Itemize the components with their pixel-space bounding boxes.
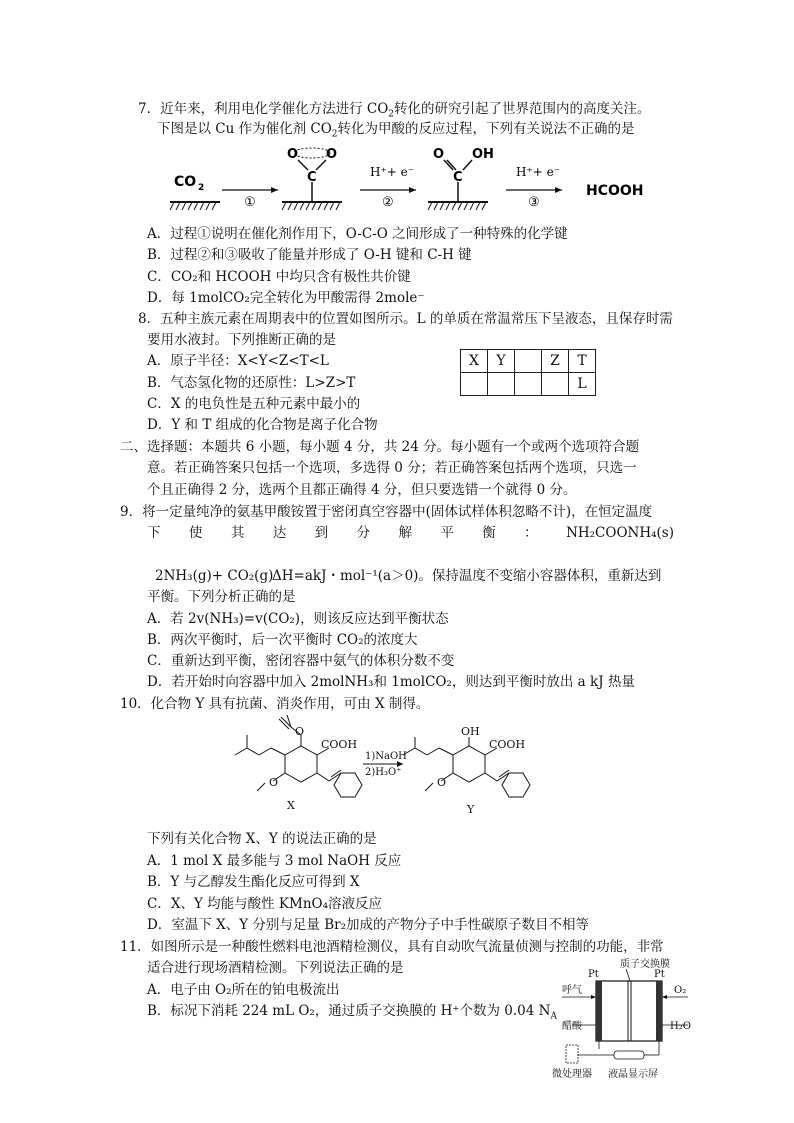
section2-heading-line2: 意。若正确答案只包括一个选项，多选得 0 分；若正确答案包括两个选项，只选一 [147,460,637,476]
step1-label: ① [244,195,256,210]
cell-z: Z [542,350,569,373]
q7-option-a: A．过程①说明在催化剂作用下，O-C-O 之间形成了一种特殊的化学键 [147,226,568,242]
fuel-cell-breathalyzer-diagram [548,955,708,1085]
processor-label: 微处理器 [552,1069,592,1080]
q10-option-b: B．Y 与乙醇发生酯化反应可得到 X [147,874,360,890]
q9-option-d: D．若开始时向容器中加入 2molNH₃和 1molCO₂，则达到平衡时放出 a kJ 热量 [147,674,635,690]
q7-option-b: B．过程②和③吸收了能量并形成了 O-H 键和 C-H 键 [147,247,472,263]
q8-option-b: B．气态氢化物的还原性：L>Z>T [147,375,356,391]
cell-housing [596,981,662,1041]
cell-empty [461,373,488,396]
q11-option-a: A．电子由 O₂所在的铂电极流出 [147,982,340,998]
svg-text:C: C [453,170,463,185]
acetic-acid-label: 醋酸 [562,1021,582,1032]
lcd-box [614,1051,644,1059]
svg-text:C: C [307,170,317,185]
q10-option-a: A．1 mol X 最多能与 3 mol NaOH 反应 [147,853,402,869]
q11-option-b: B．标况下消耗 224 mL O₂，通过质子交换膜的 H⁺个数为 0.04 $N_A$ [147,1003,557,1022]
pt-electrode-right [656,981,662,1041]
q9-equation-right: ΔH=akJ・mol⁻¹(a＞0)。保持温度不变缩小容器体积，重新达到 [272,568,662,584]
q7-stem-line1: 7．近年来，利用电化学催化方法进行 $CO_2$转化的研究引起了世界范围内的高度关注。 [138,101,651,120]
co2-reaction-diagram [160,144,660,214]
y-benzene-ring [453,746,485,782]
q9-stem-line1: 9．将一定量纯净的氨基甲酸铵置于密闭真空容器中(固体试样体积忽略不计)，在恒定温度 [120,504,653,520]
pt-electrode-left [596,981,602,1041]
pt-left-label: Pt [588,969,599,980]
h2o-label: H₂O [670,1021,691,1032]
y-compound-label: Y [467,803,475,816]
processor-box [566,1045,578,1063]
step3-label: ③ [528,195,540,210]
svg-text:O: O [287,147,299,162]
section2-heading-line1: 二、选择题：本题共 6 小题，每小题 4 分，共 24 分。每小题有一个或两个选项符合题 [120,439,640,455]
q7-option-d: D．每 1molCO₂完全转化为甲酸需得 2mole⁻ [147,290,425,306]
membrane-label: 质子交换膜 [620,959,670,970]
y-cooh-label: COOH [489,738,526,751]
co2-sub: 2 [198,183,205,193]
cell-x: X [461,350,488,373]
condition-h3o: 2)H₃O⁺ [365,767,402,778]
q7-option-c: C．CO₂和 HCOOH 中均只含有极性共价键 [147,269,411,285]
q8-option-d: D．Y 和 T 组成的化合物是离子化合物 [147,417,378,433]
q8-stem-line2: 要用水液封。下列推断正确的是 [147,332,336,348]
x-compound-label: X [287,799,295,812]
q10-option-d: D．室温下 X、Y 分别与足量 Br₂加成的产物分子中手性碳原子数目不相等 [147,917,590,933]
step2-label: ② [382,195,394,210]
reagent-label-1: H⁺+ e⁻ [370,165,415,179]
co2-label: CO [174,174,197,190]
breath-label: 呼气 [562,985,582,996]
x-benzene-ring [285,746,317,782]
q10-stem: 10．化合物 Y 具有抗菌、消炎作用，可由 X 制得。 [120,696,430,712]
q11-stem-line1: 11．如图所示是一种酸性燃料电池酒精检测仪，具有自动吹气流量侦测与控制的功能，非常 [120,939,664,955]
q9-option-c: C．重新达到平衡，密闭容器中氨气的体积分数不变 [147,653,455,669]
y-phenyl-ring [502,773,530,797]
svg-text:O: O [433,147,445,162]
condition-naoh: 1)NaOH [365,751,407,762]
q9-option-a: A．若 2v(NH₃)=v(CO₂)，则该反应达到平衡状态 [147,611,449,627]
x-to-y-structure-diagram [225,715,565,825]
svg-text:O: O [437,776,447,789]
q7-stem-line2: 下图是以 Cu 作为催化剂 $CO_2$转化为甲酸的反应过程，下列有关说法不正确的是 [157,121,635,140]
q10-option-c: C．X、Y 均能与酸性 KMnO₄溶液反应 [147,896,383,912]
svg-text:O: O [295,725,305,738]
section2-heading-line3: 个且正确得 2 分，选两个且都正确得 4 分，但只要选错一个就得 0 分。 [147,482,577,498]
cell-empty [488,373,515,396]
q8-stem-line1: 8．五种主族元素在周期表中的位置如图所示。L 的单质在常温常压下呈液态，且保存时需 [138,311,673,327]
catalyst-surface-1 [170,202,220,210]
svg-text:O: O [326,147,338,162]
q8-option-a: A．原子半径：X<Y<Z<T<L [147,353,329,369]
y-oh-label: OH [461,725,480,738]
cell-empty [515,373,542,396]
x-cooh-label: COOH [321,738,358,751]
hcooh-label: HCOOH [586,183,644,199]
x-phenyl-ring [334,773,362,797]
pt-right-label: Pt [654,969,665,980]
lcd-label: 液晶显示屏 [608,1069,658,1080]
cell-t: T [569,350,596,373]
q11-stem-line2: 适合进行现场酒精检测。下列说法正确的是 [147,960,404,976]
cell-empty [515,350,542,373]
cell-y: Y [488,350,515,373]
q8-option-c: C．X 的电负性是五种元素中最小的 [147,396,361,412]
reagent-label-2: H⁺+ e⁻ [516,165,561,179]
special-bond-ellipse [294,148,330,158]
o2-label: O₂ [674,985,687,996]
cell-empty [542,373,569,396]
q9-stem-line2: 下 使 其 达 到 分 解 平 衡 ： NH₂COONH₄(s) [147,525,674,541]
q10-stem2: 下列有关化合物 X、Y 的说法正确的是 [147,831,377,847]
q9-stem-line4: 平衡。下列分析正确的是 [147,589,296,605]
q9-option-b: B．两次平衡时，后一次平衡时 CO₂的浓度大 [147,632,418,648]
q9-equation-left: 2NH₃(g)+ CO₂(g) [155,568,274,584]
cell-l: L [569,373,596,396]
svg-text:OH: OH [472,147,494,162]
periodic-table-fragment [460,349,596,396]
svg-text:O: O [269,776,279,789]
